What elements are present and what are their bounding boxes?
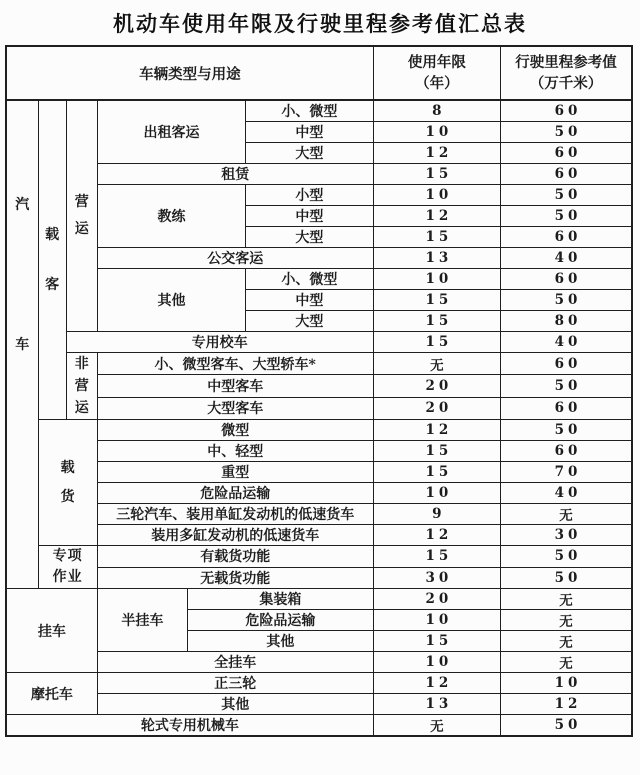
years-value-cell: 无: [373, 715, 500, 737]
table-row: [6, 185, 632, 206]
years-value-cell: 15: [373, 227, 500, 248]
section-car-cell: [6, 100, 38, 589]
table-row: [6, 483, 632, 504]
header-mileage-unit: （万千米）: [529, 75, 603, 92]
table-row: [6, 673, 632, 694]
years-value-cell: 15: [373, 332, 500, 353]
vehicle-label-cell: 危险品运输: [97, 483, 373, 504]
years-value-cell: 12: [373, 525, 500, 546]
mileage-value-cell: 无: [501, 631, 632, 652]
vehicle-label-cell: 租赁: [97, 164, 373, 185]
vehicle-label-cell: 中型: [246, 290, 373, 311]
section-cargo-cell: [38, 420, 97, 546]
mileage-value-cell: 70: [501, 462, 632, 483]
vehicle-label-cell: 中型: [246, 122, 373, 143]
table-row: [6, 100, 632, 122]
mileage-value-cell: 30: [501, 525, 632, 546]
mileage-value-cell: 50: [501, 122, 632, 143]
section-special-operation-cell: [38, 546, 97, 589]
years-value-cell: 10: [373, 610, 500, 631]
table-row: [6, 353, 632, 375]
vehicle-label-cell: 正三轮: [97, 673, 373, 694]
years-value-cell: 20: [373, 589, 500, 610]
vehicle-label-cell: 无载货功能: [97, 567, 373, 589]
years-value-cell: 10: [373, 185, 500, 206]
table-row: [6, 504, 632, 525]
table-row: [6, 164, 632, 185]
years-value-cell: 12: [373, 143, 500, 164]
vehicle-label-cell: 大型: [246, 143, 373, 164]
mileage-value-cell: 40: [501, 483, 632, 504]
table-row: [6, 589, 632, 610]
years-value-cell: 15: [373, 631, 500, 652]
mileage-value-cell: 60: [501, 269, 632, 290]
years-value-cell: 15: [373, 546, 500, 568]
vehicle-label-cell: 危险品运输: [188, 610, 374, 631]
years-value-cell: 13: [373, 248, 500, 269]
section-coach-cell: 教练: [97, 185, 245, 248]
table-row: [6, 715, 632, 737]
mileage-value-cell: 80: [501, 311, 632, 332]
section-special-operation-label: 专项作业: [52, 548, 83, 585]
table-row: [6, 269, 632, 290]
vehicle-label-cell: 专用校车: [66, 332, 373, 353]
mileage-value-cell: 无: [501, 610, 632, 631]
table-row: [6, 441, 632, 462]
vehicle-label-cell: 大型: [246, 311, 373, 332]
header-mileage-cell: [501, 46, 632, 100]
years-value-cell: 15: [373, 164, 500, 185]
years-value-cell: 15: [373, 462, 500, 483]
mileage-value-cell: 无: [501, 504, 632, 525]
section-car-label: 汽车: [15, 197, 30, 353]
table-row: [6, 375, 632, 397]
mileage-value-cell: 40: [501, 332, 632, 353]
mileage-value-cell: 60: [501, 397, 632, 419]
vehicle-label-cell: 装用多缸发动机的低速货车: [97, 525, 373, 546]
section-trailer-cell: 挂车: [6, 589, 97, 673]
table-row: [6, 567, 632, 589]
header-years-cell: [373, 46, 500, 100]
mileage-value-cell: 40: [501, 248, 632, 269]
years-value-cell: 10: [373, 652, 500, 673]
vehicle-label-cell: 中、轻型: [97, 441, 373, 462]
table-row: [6, 546, 632, 568]
header-vehicle-type-cell: 车辆类型与用途: [6, 46, 373, 100]
header-row: [6, 46, 632, 100]
section-other-operating-cell: 其他: [97, 269, 245, 332]
vehicle-label-cell: 小、微型客车、大型轿车*: [97, 353, 373, 375]
header-years-unit: （年）: [415, 75, 459, 92]
mileage-value-cell: 60: [501, 227, 632, 248]
years-value-cell: 12: [373, 673, 500, 694]
table-row: [6, 652, 632, 673]
mileage-value-cell: 无: [501, 589, 632, 610]
section-non-operating-label: 非营运: [74, 356, 89, 416]
years-value-cell: 13: [373, 694, 500, 715]
vehicle-label-cell: 轮式专用机械车: [6, 715, 373, 737]
mileage-value-cell: 60: [501, 100, 632, 122]
years-value-cell: 12: [373, 420, 500, 441]
section-cargo-label: 载货: [60, 459, 75, 505]
years-value-cell: 无: [373, 353, 500, 375]
mileage-value-cell: 50: [501, 185, 632, 206]
vehicle-label-cell: 公交客运: [97, 248, 373, 269]
mileage-value-cell: 60: [501, 143, 632, 164]
table-row: [6, 462, 632, 483]
years-value-cell: 12: [373, 206, 500, 227]
mileage-value-cell: 50: [501, 206, 632, 227]
table-row: [6, 420, 632, 441]
years-value-cell: 10: [373, 483, 500, 504]
mileage-value-cell: 60: [501, 164, 632, 185]
section-semi-trailer-cell: 半挂车: [97, 589, 187, 652]
mileage-value-cell: 12: [501, 694, 632, 715]
header-mileage-label: 行驶里程参考值: [515, 54, 617, 71]
section-non-operating-cell: [66, 353, 97, 420]
years-value-cell: 9: [373, 504, 500, 525]
vehicle-label-cell: 中型: [246, 206, 373, 227]
years-value-cell: 20: [373, 375, 500, 397]
vehicle-label-cell: 三轮汽车、装用单缸发动机的低速货车: [97, 504, 373, 525]
vehicle-label-cell: 微型: [97, 420, 373, 441]
vehicle-label-cell: 有载货功能: [97, 546, 373, 568]
vehicle-label-cell: 中型客车: [97, 375, 373, 397]
table-row: [6, 525, 632, 546]
section-passenger-cell: [38, 100, 66, 420]
vehicle-label-cell: 全挂车: [97, 652, 373, 673]
mileage-value-cell: 50: [501, 715, 632, 737]
vehicle-label-cell: 大型客车: [97, 397, 373, 419]
vehicle-label-cell: 小、微型: [246, 100, 373, 122]
vehicle-lifespan-table: [5, 45, 633, 737]
section-passenger-label: 载客: [45, 227, 60, 293]
table-row: [6, 248, 632, 269]
vehicle-label-cell: 重型: [97, 462, 373, 483]
years-value-cell: 20: [373, 397, 500, 419]
years-value-cell: 8: [373, 100, 500, 122]
vehicle-label-cell: 集装箱: [188, 589, 374, 610]
section-operating-label: 营运: [74, 194, 89, 237]
section-motorcycle-cell: 摩托车: [6, 673, 97, 715]
mileage-value-cell: 60: [501, 441, 632, 462]
mileage-value-cell: 50: [501, 567, 632, 589]
header-years-label: 使用年限: [407, 54, 466, 71]
mileage-value-cell: 50: [501, 420, 632, 441]
years-value-cell: 15: [373, 290, 500, 311]
vehicle-label-cell: 其他: [188, 631, 374, 652]
vehicle-label-cell: 大型: [246, 227, 373, 248]
vehicle-label-cell: 小、微型: [246, 269, 373, 290]
years-value-cell: 15: [373, 441, 500, 462]
table-row: [6, 397, 632, 419]
section-taxi-cell: 出租客运: [97, 100, 245, 164]
vehicle-label-cell: 小型: [246, 185, 373, 206]
table-title: 机动车使用年限及行驶里程参考值汇总表: [113, 11, 527, 36]
mileage-value-cell: 10: [501, 673, 632, 694]
mileage-value-cell: 50: [501, 375, 632, 397]
mileage-value-cell: 60: [501, 353, 632, 375]
mileage-value-cell: 50: [501, 290, 632, 311]
years-value-cell: 10: [373, 269, 500, 290]
mileage-value-cell: 50: [501, 546, 632, 568]
years-value-cell: 10: [373, 122, 500, 143]
mileage-value-cell: 无: [501, 652, 632, 673]
years-value-cell: 15: [373, 311, 500, 332]
table-row: [6, 332, 632, 353]
vehicle-label-cell: 其他: [97, 694, 373, 715]
years-value-cell: 30: [373, 567, 500, 589]
section-operating-cell: [66, 100, 97, 332]
table-row: [6, 694, 632, 715]
